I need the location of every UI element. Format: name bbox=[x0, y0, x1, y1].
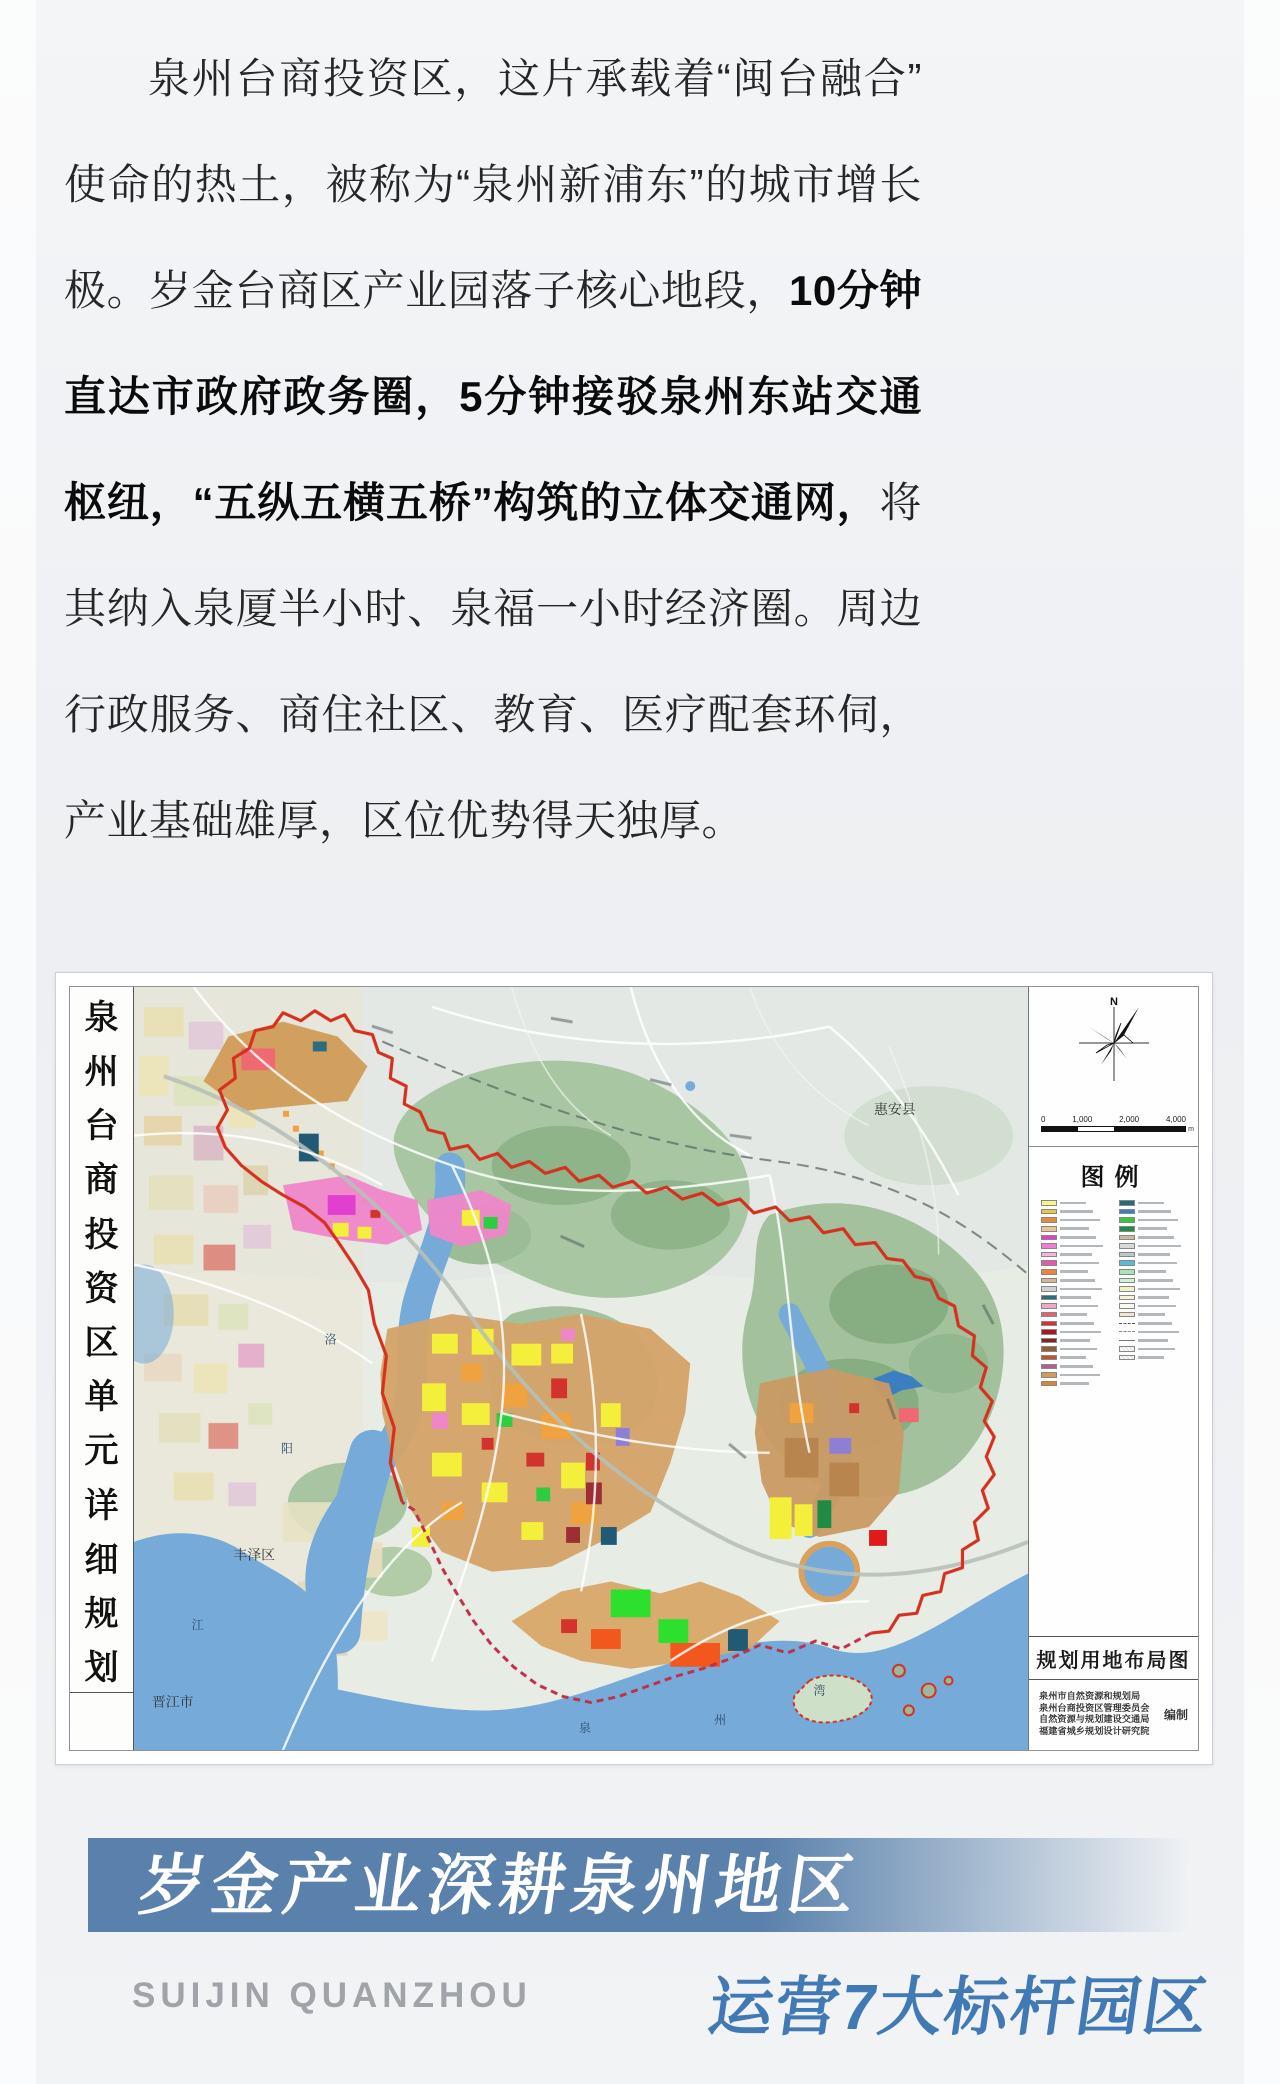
legend-row bbox=[1119, 1209, 1189, 1215]
paragraph-line-2 bbox=[64, 132, 922, 238]
legend-row bbox=[1041, 1363, 1111, 1369]
legend-row bbox=[1041, 1243, 1111, 1249]
legend-swatch bbox=[1041, 1226, 1057, 1232]
legend-label-illegible bbox=[1138, 1296, 1169, 1299]
map-legend-panel bbox=[1028, 987, 1198, 1750]
legend-row bbox=[1119, 1355, 1189, 1361]
credit-line: 泉州台商投资区管理委员会 bbox=[1039, 1703, 1150, 1714]
legend-label-illegible bbox=[1138, 1202, 1164, 1205]
legend-row bbox=[1119, 1346, 1189, 1352]
credit-line: 福建省城乡规划设计研究院 bbox=[1039, 1726, 1150, 1737]
legend-label-illegible bbox=[1138, 1322, 1172, 1325]
legend-label-illegible bbox=[1060, 1270, 1088, 1273]
legend-row bbox=[1119, 1295, 1189, 1301]
paragraph-segment-bold: 10分钟 bbox=[788, 267, 922, 314]
legend-label-illegible bbox=[1060, 1262, 1099, 1265]
intro-paragraph bbox=[64, 26, 922, 874]
legend-label-illegible bbox=[1138, 1313, 1165, 1316]
svg-text:N: N bbox=[1109, 996, 1118, 1008]
legend-label-illegible bbox=[1060, 1348, 1097, 1351]
side-title-char: 划 bbox=[84, 1648, 119, 1689]
scale-unit: m bbox=[1188, 1126, 1194, 1133]
legend-row bbox=[1041, 1372, 1111, 1378]
legend-swatch bbox=[1119, 1346, 1135, 1352]
legend-row bbox=[1119, 1312, 1189, 1318]
north-compass-icon bbox=[1071, 993, 1157, 1089]
legend-swatch bbox=[1041, 1235, 1057, 1241]
legend-swatch bbox=[1119, 1323, 1135, 1324]
legend-row bbox=[1119, 1269, 1189, 1275]
legend-swatch bbox=[1119, 1226, 1135, 1232]
paragraph-segment: 行政服务、商住社区、教育、医疗配套环伺， bbox=[64, 691, 922, 738]
legend-row bbox=[1119, 1286, 1189, 1292]
paragraph-line-4 bbox=[64, 344, 922, 450]
legend-label-illegible bbox=[1138, 1305, 1176, 1308]
legend-label-illegible bbox=[1060, 1356, 1086, 1359]
legend-swatch bbox=[1041, 1364, 1057, 1370]
paragraph-line-6 bbox=[64, 556, 922, 662]
legend-label-illegible bbox=[1060, 1331, 1101, 1334]
footer-banner bbox=[88, 1838, 1212, 1932]
legend bbox=[1029, 1147, 1198, 1386]
legend-swatch bbox=[1119, 1278, 1135, 1284]
legend-label-illegible bbox=[1138, 1236, 1174, 1239]
compass-scale-box bbox=[1029, 987, 1198, 1147]
legend-swatch bbox=[1041, 1338, 1057, 1344]
paragraph-line-5 bbox=[64, 450, 922, 556]
page-right-gutter bbox=[1244, 0, 1280, 2084]
side-title-char: 投 bbox=[84, 1214, 119, 1255]
map-frame bbox=[69, 986, 1199, 1751]
legend-swatch bbox=[1041, 1295, 1057, 1301]
scale-tick: 4,000 bbox=[1165, 1115, 1186, 1124]
map-label-fengzequ: 丰泽区 bbox=[233, 1546, 276, 1563]
scale-tick: 1,000 bbox=[1072, 1115, 1093, 1124]
legend-label-illegible bbox=[1060, 1236, 1096, 1239]
scale-bar bbox=[1041, 1115, 1194, 1133]
legend-swatch bbox=[1041, 1200, 1057, 1206]
legend-swatch bbox=[1041, 1381, 1057, 1387]
legend-swatch bbox=[1041, 1260, 1057, 1266]
legend-row bbox=[1041, 1303, 1111, 1309]
legend-swatch bbox=[1119, 1200, 1135, 1206]
legend-row bbox=[1041, 1295, 1111, 1301]
footer-subtitle-cn: 运营7大标杆园区 bbox=[704, 1971, 1215, 2043]
legend-swatch bbox=[1119, 1209, 1135, 1215]
legend-label-illegible bbox=[1138, 1279, 1173, 1282]
map-label-zhou: 州 bbox=[714, 1713, 727, 1728]
scale-tick: 0 bbox=[1041, 1115, 1046, 1124]
legend-row bbox=[1041, 1277, 1111, 1283]
legend-row bbox=[1119, 1260, 1189, 1266]
legend-swatch bbox=[1041, 1217, 1057, 1223]
legend-row bbox=[1041, 1217, 1111, 1223]
side-title-char: 详 bbox=[84, 1485, 119, 1526]
legend-label-illegible bbox=[1138, 1348, 1175, 1351]
legend-row bbox=[1041, 1260, 1111, 1266]
paragraph-segment: 将 bbox=[879, 479, 922, 526]
legend-swatch bbox=[1041, 1329, 1057, 1335]
legend-label-illegible bbox=[1138, 1331, 1179, 1334]
legend-label-illegible bbox=[1060, 1322, 1094, 1325]
side-title-char: 单 bbox=[84, 1377, 119, 1418]
legend-label-illegible bbox=[1060, 1219, 1100, 1222]
legend-label-illegible bbox=[1060, 1279, 1095, 1282]
legend-swatch bbox=[1041, 1303, 1057, 1309]
paragraph-segment: 泉州台商投资区，这片承载着“闽台融合” bbox=[148, 55, 922, 102]
legend-swatch bbox=[1119, 1243, 1135, 1249]
legend-swatch bbox=[1041, 1243, 1057, 1249]
legend-swatch bbox=[1041, 1346, 1057, 1352]
legend-row bbox=[1041, 1200, 1111, 1206]
legend-swatch bbox=[1041, 1269, 1057, 1275]
legend-swatch bbox=[1119, 1260, 1135, 1266]
legend-swatch bbox=[1041, 1312, 1057, 1318]
paragraph-line-1 bbox=[64, 26, 922, 132]
legend-swatch bbox=[1041, 1209, 1057, 1215]
legend-swatch bbox=[1119, 1252, 1135, 1258]
legend-row bbox=[1119, 1200, 1189, 1206]
legend-swatch bbox=[1119, 1340, 1135, 1341]
planning-map-figure bbox=[55, 972, 1213, 1765]
paragraph-line-3 bbox=[64, 238, 922, 344]
legend-swatch bbox=[1041, 1286, 1057, 1292]
paragraph-line-7 bbox=[64, 662, 922, 768]
legend-row bbox=[1041, 1234, 1111, 1240]
map-label-luo: 洛 bbox=[324, 1332, 337, 1347]
legend-row bbox=[1041, 1252, 1111, 1258]
legend-column-left bbox=[1041, 1200, 1111, 1386]
legend-swatch bbox=[1041, 1252, 1057, 1258]
footer-subtitle-en: SUIJIN QUANZHOU bbox=[132, 1976, 532, 2015]
legend-label-illegible bbox=[1138, 1270, 1166, 1273]
legend-label-illegible bbox=[1060, 1245, 1103, 1248]
legend-row bbox=[1041, 1355, 1111, 1361]
map-label-jiang: 江 bbox=[191, 1618, 204, 1633]
legend-swatch bbox=[1041, 1355, 1057, 1361]
legend-row bbox=[1119, 1338, 1189, 1344]
legend-row bbox=[1119, 1303, 1189, 1309]
legend-row bbox=[1119, 1252, 1189, 1258]
legend-label-illegible bbox=[1060, 1374, 1100, 1377]
map-sheet-title: 规划用地布局图 bbox=[1029, 1636, 1198, 1680]
paragraph-line-8 bbox=[64, 768, 922, 874]
legend-label-illegible bbox=[1138, 1356, 1164, 1359]
paragraph-segment: 极。岁金台商区产业园落子核心地段， bbox=[64, 267, 789, 314]
planning-map-image bbox=[134, 987, 1028, 1750]
map-side-title bbox=[70, 987, 134, 1750]
legend-title: 图例 bbox=[1080, 1164, 1149, 1191]
side-title-char: 细 bbox=[84, 1539, 119, 1580]
legend-row bbox=[1119, 1217, 1189, 1223]
legend-label-illegible bbox=[1138, 1210, 1171, 1213]
side-title-char: 规 bbox=[84, 1594, 119, 1635]
legend-label-illegible bbox=[1060, 1305, 1098, 1308]
legend-row bbox=[1119, 1329, 1189, 1335]
legend-swatch bbox=[1119, 1235, 1135, 1241]
scale-tick: 2,000 bbox=[1119, 1115, 1140, 1124]
legend-row bbox=[1041, 1329, 1111, 1335]
side-title-char: 泉 bbox=[84, 997, 119, 1038]
legend-label-illegible bbox=[1060, 1227, 1089, 1230]
legend-swatch bbox=[1041, 1372, 1057, 1378]
legend-swatch bbox=[1119, 1303, 1135, 1309]
side-title-char: 商 bbox=[84, 1160, 119, 1201]
legend-label-illegible bbox=[1138, 1245, 1181, 1248]
side-title-char: 州 bbox=[84, 1051, 119, 1092]
side-title-char: 资 bbox=[84, 1268, 119, 1309]
legend-row bbox=[1041, 1209, 1111, 1215]
legend-row bbox=[1041, 1312, 1111, 1318]
legend-label-illegible bbox=[1138, 1219, 1178, 1222]
map-canvas bbox=[134, 987, 1028, 1750]
legend-row bbox=[1041, 1269, 1111, 1275]
map-label-huianxian: 惠安县 bbox=[874, 1100, 916, 1117]
map-credits bbox=[1029, 1680, 1198, 1750]
legend-row bbox=[1041, 1320, 1111, 1326]
legend-row bbox=[1041, 1226, 1111, 1232]
footer-banner-title: 岁金产业深耕泉州地区 bbox=[134, 1848, 866, 1922]
legend-label-illegible bbox=[1060, 1253, 1092, 1256]
legend-swatch bbox=[1119, 1295, 1135, 1301]
side-title-char: 区 bbox=[84, 1323, 119, 1364]
legend-label-illegible bbox=[1138, 1339, 1168, 1342]
legend-label-illegible bbox=[1060, 1339, 1090, 1342]
legend-label-illegible bbox=[1060, 1288, 1102, 1291]
side-title-char: 元 bbox=[84, 1431, 119, 1472]
paragraph-segment-bold: 枢纽，“五纵五横五桥”构筑的立体交通网， bbox=[64, 479, 880, 526]
legend-label-illegible bbox=[1060, 1210, 1093, 1213]
legend-row bbox=[1041, 1346, 1111, 1352]
map-label-quan: 泉 bbox=[579, 1721, 591, 1736]
legend-column-right bbox=[1119, 1200, 1189, 1386]
map-label-yang: 阳 bbox=[281, 1441, 293, 1456]
legend-swatch bbox=[1041, 1278, 1057, 1284]
map-label-jinjiangshi: 晋江市 bbox=[151, 1693, 194, 1710]
legend-row bbox=[1119, 1226, 1189, 1232]
legend-swatch bbox=[1119, 1331, 1135, 1332]
page-left-gutter bbox=[0, 0, 36, 2084]
credit-line: 自然资源与规划建设交通局 bbox=[1039, 1714, 1150, 1725]
legend-row bbox=[1119, 1320, 1189, 1326]
legend-swatch bbox=[1119, 1269, 1135, 1275]
legend-label-illegible bbox=[1138, 1262, 1177, 1265]
legend-swatch bbox=[1119, 1355, 1135, 1361]
credit-role-label: 编制 bbox=[1163, 1707, 1188, 1722]
legend-label-illegible bbox=[1060, 1382, 1089, 1385]
legend-label-illegible bbox=[1060, 1296, 1091, 1299]
side-title-footer-box bbox=[70, 1692, 133, 1750]
legend-swatch bbox=[1119, 1217, 1135, 1223]
paragraph-segment: 产业基础雄厚，区位优势得天独厚。 bbox=[64, 797, 745, 844]
legend-swatch bbox=[1119, 1312, 1135, 1318]
legend-row bbox=[1119, 1277, 1189, 1283]
legend-label-illegible bbox=[1138, 1227, 1167, 1230]
paragraph-segment: 其纳入泉厦半小时、泉福一小时经济圈。周边 bbox=[64, 585, 922, 632]
legend-row bbox=[1041, 1338, 1111, 1344]
legend-row bbox=[1119, 1243, 1189, 1249]
legend-label-illegible bbox=[1060, 1313, 1087, 1316]
legend-row bbox=[1041, 1286, 1111, 1292]
legend-swatch bbox=[1041, 1321, 1057, 1327]
side-title-char: 台 bbox=[84, 1106, 119, 1147]
legend-label-illegible bbox=[1060, 1365, 1093, 1368]
paragraph-segment-bold: 直达市政府政务圈，5分钟接驳泉州东站交通 bbox=[64, 373, 922, 420]
paragraph-segment: 使命的热土，被称为“泉州新浦东”的城市增长 bbox=[64, 161, 922, 208]
map-label-wan: 湾 bbox=[813, 1683, 826, 1698]
legend-label-illegible bbox=[1138, 1288, 1180, 1291]
legend-row bbox=[1119, 1234, 1189, 1240]
legend-swatch bbox=[1119, 1286, 1135, 1292]
legend-label-illegible bbox=[1060, 1202, 1086, 1205]
legend-label-illegible bbox=[1138, 1253, 1170, 1256]
credit-line: 泉州市自然资源和规划局 bbox=[1039, 1691, 1141, 1702]
